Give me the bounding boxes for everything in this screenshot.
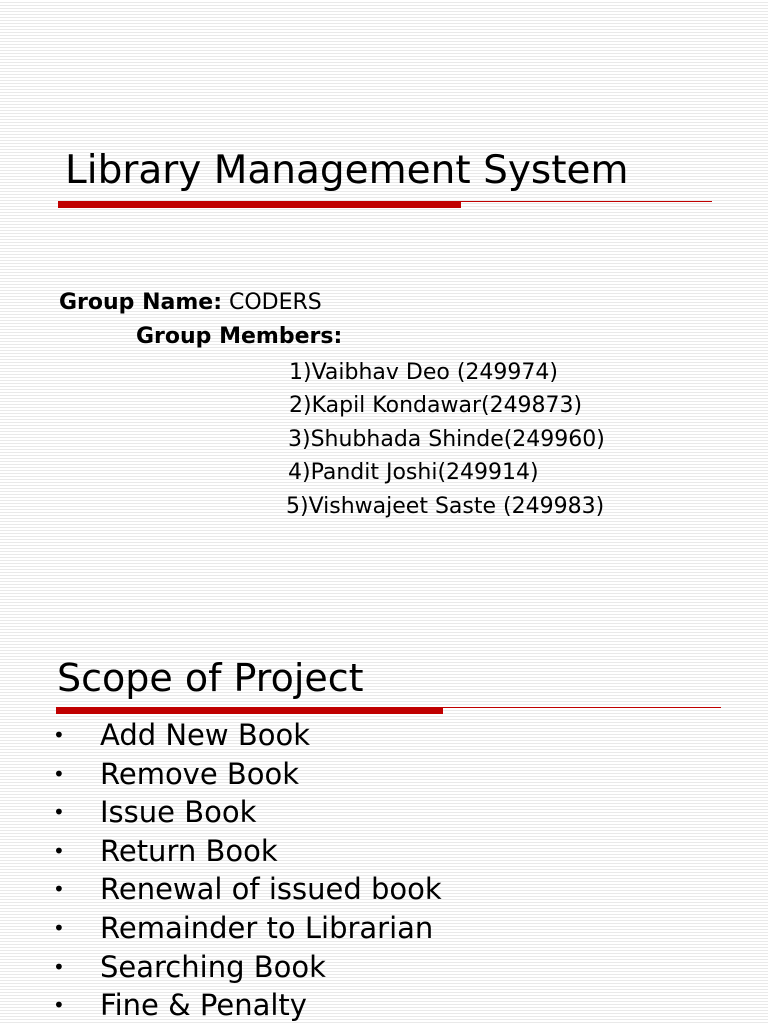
bullet-icon: • — [53, 723, 65, 747]
slide-title-heading: Library Management System — [65, 148, 629, 193]
group-name-value: CODERS — [222, 290, 322, 315]
group-name-label: Group Name: — [59, 290, 222, 315]
member-item: 4)Pandit Joshi(249914) — [288, 460, 539, 485]
scope-item-text: Remainder to Librarian — [100, 910, 434, 945]
scope-item-text: Return Book — [100, 833, 278, 868]
scope-title-underline — [56, 707, 721, 715]
scope-item-text: Remove Book — [100, 756, 300, 791]
scope-item-text: Searching Book — [100, 949, 326, 984]
group-name-line — [59, 292, 322, 314]
bullet-icon: • — [53, 877, 65, 902]
scope-item-text: Issue Book — [100, 795, 257, 830]
member-item: 5)Vishwajeet Saste (249983) — [286, 494, 605, 519]
bullet-icon: • — [53, 761, 65, 786]
bullet-icon: • — [53, 993, 65, 1018]
member-item: 3)Shubhada Shinde(249960) — [288, 427, 605, 452]
member-item: 1)Vaibhav Deo (249974) — [289, 360, 558, 385]
title-underline — [58, 201, 712, 209]
bullet-icon: • — [53, 838, 65, 863]
bullet-icon: • — [53, 800, 65, 825]
slide-scope — [0, 620, 768, 1024]
bullet-icon: • — [53, 915, 65, 940]
bullet-icon: • — [53, 954, 65, 979]
scope-underline-thick — [56, 707, 443, 714]
scope-item-text: Add New Book — [100, 718, 311, 752]
group-members-heading — [136, 326, 342, 348]
title-underline-thick — [58, 201, 461, 208]
scope-item-text: Fine & Penalty — [100, 988, 307, 1023]
member-item: 2)Kapil Kondawar(249873) — [289, 393, 583, 418]
scope-title-heading: Scope of Project — [57, 656, 364, 700]
group-members-label: Group Members: — [136, 324, 343, 349]
scope-item-text: Renewal of issued book — [100, 872, 442, 907]
